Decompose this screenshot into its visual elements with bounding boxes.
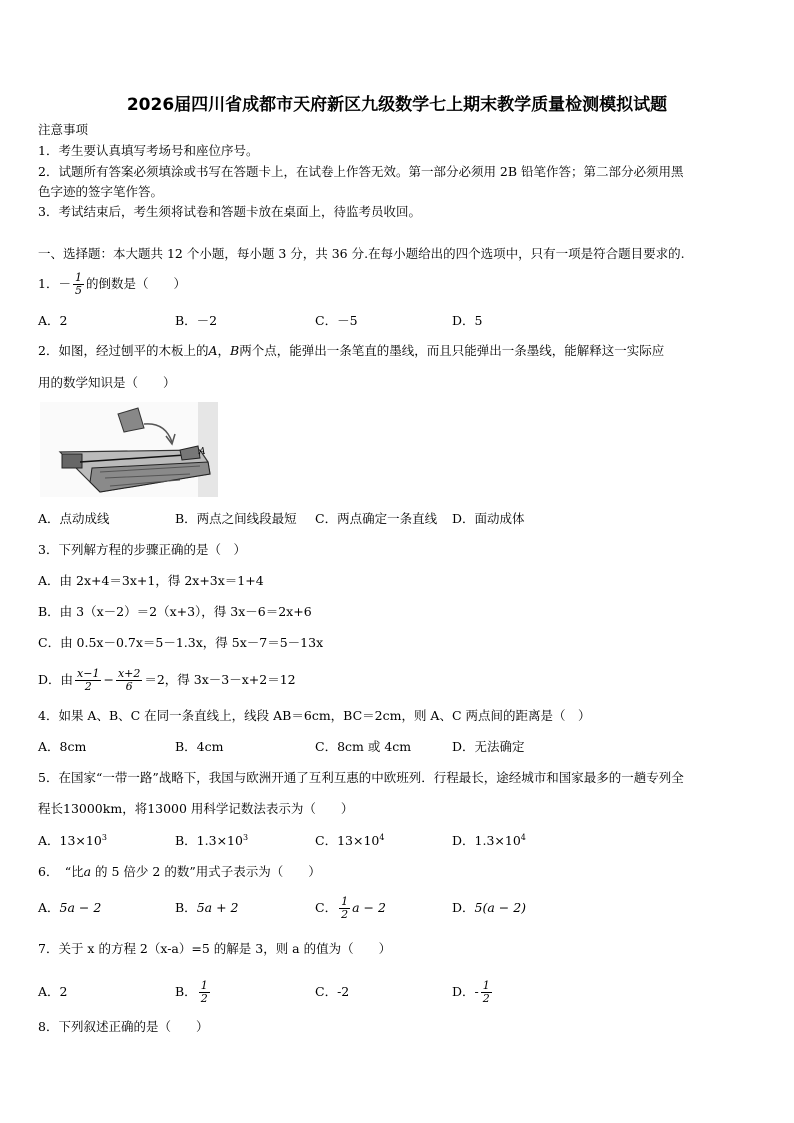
note-3: 3．考试结束后，考生须将试卷和答题卡放在桌面上，待监考员收回。 — [38, 204, 421, 219]
q2-comma: ， — [217, 343, 231, 358]
question-4: 4．如果 A、B、C 在同一条直线上，线段 AB＝6cm，BC＝2cm，则 A、C 两点间的距离是（ ） — [38, 708, 591, 723]
q3-option-b: B．由 3（x－2）＝2（x+3），得 3x－6＝2x+6 — [38, 604, 312, 619]
q7-option-b — [175, 977, 212, 1007]
question-5-cont: 程长13000km，将13000 用科学记数法表示为（ ） — [38, 801, 354, 816]
q1-fraction — [73, 272, 84, 297]
q6-d-label: D． — [452, 900, 475, 915]
q6-b-expr: 5a + 2 — [196, 900, 239, 915]
q3-f2-num: x+2 — [117, 667, 141, 680]
q7-d-fraction — [481, 980, 492, 1005]
q6-c-den: 2 — [341, 908, 349, 921]
q3-fraction-2 — [116, 668, 142, 693]
q5-option-c — [315, 833, 384, 849]
q4-option-d: D．无法确定 — [452, 739, 525, 754]
q2-option-b: B．两点之间线段最短 — [175, 511, 297, 526]
notes-heading: 注意事项 — [38, 122, 89, 137]
question-1 — [38, 272, 186, 297]
q6-option-b — [175, 900, 238, 916]
q5-d-base: D．1.3×10 — [452, 833, 521, 848]
q4-option-b: B．4cm — [175, 739, 224, 754]
q6-c-fraction — [339, 896, 350, 921]
q6-option-c — [315, 893, 386, 923]
q7-d-den: 2 — [482, 992, 490, 1005]
q3-option-a: A．由 2x+4＝3x+1，得 2x+3x＝1+4 — [38, 573, 264, 588]
q2-stem-start: 2．如图，经过刨平的木板上的 — [38, 343, 209, 358]
question-2-cont: 用的数学知识是（ ） — [38, 375, 176, 390]
question-5: 5．在国家“一带一路”战略下，我国与欧洲开通了互利互惠的中欧班列．行程最长，途经城市和国家最多的一趟专列全 — [38, 770, 684, 785]
q6-stem: 的 5 倍少 2 的数”用式子表示为（ ） — [91, 864, 321, 879]
q3-f1-den: 2 — [84, 680, 92, 693]
q2-stem-end: 两个点，能弹出一条笔直的墨线，而且只能弹出一条墨线，能解释这一实际应 — [239, 343, 665, 358]
q5-option-b — [175, 833, 248, 849]
q6-c-num: 1 — [341, 895, 349, 908]
q1-option-d: D．5 — [452, 313, 483, 328]
q5-c-exp: 4 — [379, 832, 385, 842]
question-2 — [38, 343, 664, 359]
q5-b-exp: 3 — [242, 832, 249, 842]
q5-c-base: C．13×10 — [315, 833, 380, 848]
figure-point-label: A — [199, 447, 206, 457]
q1-stem: 的倒数是（ ） — [85, 276, 186, 291]
wooden-board-figure — [40, 402, 218, 497]
q6-prefix: 6． “比 — [38, 864, 84, 879]
question-6 — [38, 864, 321, 880]
question-8: 8．下列叙述正确的是（ ） — [38, 1019, 209, 1034]
q7-option-d — [452, 977, 494, 1007]
q6-a-expr: 5a − 2 — [59, 900, 102, 915]
q1-prefix: 1．－ — [38, 276, 71, 291]
q5-option-a — [38, 833, 107, 849]
q3-option-d — [38, 665, 296, 695]
q1-option-a: A．2 — [38, 313, 68, 328]
q6-c-expr: a − 2 — [352, 900, 386, 915]
q3-fraction-1 — [75, 668, 101, 693]
q6-option-d — [452, 900, 526, 916]
q1-option-b: B．－2 — [175, 313, 218, 328]
q5-option-d — [452, 833, 526, 849]
q1-option-c: C．－5 — [315, 313, 358, 328]
q2-point-a: A — [208, 343, 218, 358]
q7-b-den: 2 — [200, 992, 208, 1005]
q7-b-label: B． — [175, 984, 197, 999]
note-1: 1．考生要认真填写考场号和座位序号。 — [38, 143, 259, 158]
q3-f1-num: x−1 — [77, 667, 100, 680]
q7-option-a: A．2 — [38, 984, 68, 999]
q6-c-label: C． — [315, 900, 338, 915]
q5-a-exp: 3 — [101, 832, 107, 842]
q7-d-num: 1 — [482, 979, 490, 992]
q3-minus: − — [103, 672, 114, 687]
exam-title: 2026届四川省成都市天府新区九级数学七上期末教学质量检测模拟试题 — [126, 95, 668, 115]
q6-d-expr: 5(a − 2) — [474, 900, 527, 915]
q7-b-num: 1 — [200, 979, 208, 992]
q2-option-c: C．两点确定一条直线 — [315, 511, 438, 526]
q3-d-prefix: D．由 — [38, 672, 74, 687]
question-7: 7．关于 x 的方程 2（x-a）=5 的解是 3，则 a 的值为（ ） — [38, 941, 392, 956]
note-2-cont: 色字迹的签字笔作答。 — [38, 184, 164, 199]
q7-option-c: C．-2 — [315, 984, 350, 999]
q6-var-a: a — [83, 864, 92, 879]
q7-b-fraction — [199, 980, 210, 1005]
q6-b-label: B． — [175, 900, 197, 915]
q2-option-a: A．点动成线 — [38, 511, 110, 526]
q3-d-result: ＝2，得 3x－3－x+2＝12 — [144, 672, 296, 687]
q6-a-label: A． — [38, 900, 60, 915]
q5-a-base: A．13×10 — [38, 833, 102, 848]
q1-fraction-num: 1 — [74, 271, 82, 284]
q2-option-d: D．面动成体 — [452, 511, 525, 526]
q6-option-a — [38, 900, 101, 916]
q5-b-base: B．1.3×10 — [175, 833, 243, 848]
q2-point-b: B — [230, 343, 240, 358]
q3-option-c: C．由 0.5x－0.7x＝5－1.3x，得 5x－7＝5－13x — [38, 635, 324, 650]
question-3: 3．下列解方程的步骤正确的是（ ） — [38, 542, 246, 557]
q4-option-a: A．8cm — [38, 739, 87, 754]
note-2: 2．试题所有答案必须填涂或书写在答题卡上，在试卷上作答无效。第一部分必须用 2B 铅笔作答；第二部分必须用黑 — [38, 164, 684, 179]
q3-f2-den: 6 — [125, 680, 133, 693]
q5-d-exp: 4 — [520, 832, 526, 842]
section-heading: 一、选择题：本大题共 12 个小题，每小题 3 分，共 36 分.在每小题给出的四个选项中，只有一项是符合题目要求的. — [38, 246, 685, 261]
q1-fraction-den: 5 — [74, 284, 82, 297]
q4-option-c: C．8cm 或 4cm — [315, 739, 412, 754]
q7-d-label: D．- — [452, 984, 479, 999]
